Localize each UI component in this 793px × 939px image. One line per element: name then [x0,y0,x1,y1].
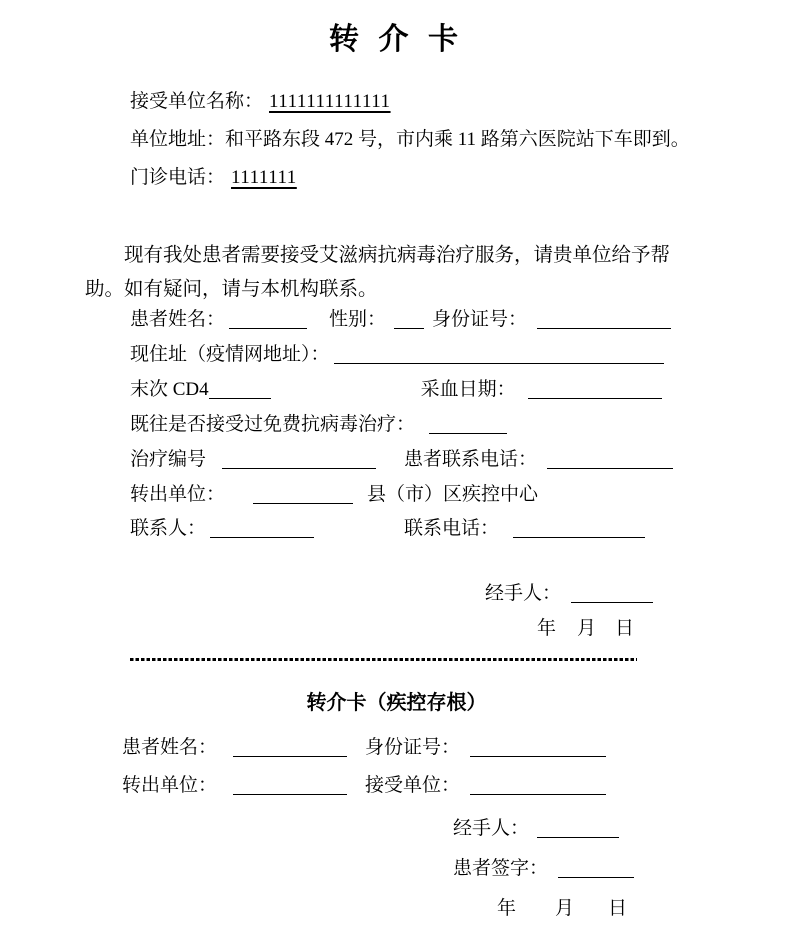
last-cd4-label: 末次 CD4 [130,379,209,400]
stub-month-label: 月 [555,898,575,919]
stub-patient-signature-blank[interactable] [558,863,634,878]
year-label: 年 [537,618,557,639]
contact-person-blank[interactable] [210,523,314,538]
prior-arv-row [130,413,507,437]
current-address-label: 现住址（疫情网地址）： [130,344,330,365]
current-address-row [130,343,664,367]
id-number-label: 身份证号： [432,309,528,330]
contact-person-label: 联系人： [130,518,207,539]
clinic-phone-label: 门诊电话： [130,167,226,188]
stub-year-label: 年 [497,898,517,919]
contact-row [130,517,645,541]
stub-handler-row [453,817,619,841]
stub-patient-signature-label: 患者签字： [453,858,549,879]
handler-blank[interactable] [571,588,653,603]
contact-phone-blank[interactable] [513,523,645,538]
treatment-number-row [130,448,673,472]
transfer-out-unit-blank[interactable] [253,489,353,504]
blood-draw-date-blank[interactable] [528,384,662,399]
clinic-phone-row [130,166,297,190]
receiving-unit-row [130,90,391,114]
stub-title: 转介卡（疾控存根） [306,692,487,714]
contact-phone-label: 联系电话： [404,518,500,539]
patient-name-row [130,308,671,332]
stub-receiving-unit-label: 接受单位： [365,775,461,796]
month-label: 月 [577,618,597,639]
stub-handler-blank[interactable] [537,823,619,838]
patient-name-blank[interactable] [229,314,307,329]
stub-day-label: 日 [608,898,628,919]
stub-receiving-unit-blank[interactable] [470,780,606,795]
handler-row [485,582,653,606]
cd4-row [130,378,662,402]
stub-patient-name-blank[interactable] [233,742,347,757]
patient-phone-label: 患者联系电话： [404,449,538,470]
transfer-out-unit-suffix: 县（市）区疾控中心 [367,484,539,505]
intro-paragraph: 现有我处患者需要接受艾滋病抗病毒治疗服务，请贵单位给予帮助。如有疑问，请与本机构联系。 [85,244,671,300]
stub-patient-name-row [122,736,606,760]
transfer-out-unit-row [130,483,538,507]
patient-name-label: 患者姓名： [130,309,226,330]
handler-label: 经手人： [485,583,562,604]
stub-handler-label: 经手人： [453,818,530,839]
stub-transfer-out-unit-blank[interactable] [233,780,347,795]
unit-address-row [130,128,690,152]
blood-draw-date-label: 采血日期： [420,379,516,400]
prior-free-arv-blank[interactable] [429,419,507,434]
date-row [537,617,634,641]
dashed-divider [130,658,637,661]
stub-id-number-blank[interactable] [470,742,606,757]
current-address-blank[interactable] [334,349,664,364]
transfer-out-unit-label: 转出单位： [130,484,226,505]
stub-signature-row [453,857,634,881]
treatment-number-blank[interactable] [222,454,376,469]
last-cd4-blank[interactable] [209,384,271,399]
gender-blank[interactable] [394,314,424,329]
document-title: 转 介 卡 [329,23,464,56]
gender-label: 性别： [329,309,387,330]
patient-phone-blank[interactable] [547,454,673,469]
clinic-phone-value[interactable]: 1111111 [231,167,297,188]
prior-free-arv-label: 既往是否接受过免费抗病毒治疗： [130,414,416,435]
day-label: 日 [615,618,635,639]
stub-patient-name-label: 患者姓名： [122,737,218,758]
stub-id-number-label: 身份证号： [365,737,461,758]
stub-date-row [497,897,627,921]
treatment-number-label: 治疗编号 [130,449,207,470]
stub-transfer-unit-row [122,774,606,798]
unit-address-label: 单位地址： [130,129,226,150]
id-number-blank[interactable] [537,314,671,329]
receiving-unit-label: 接受单位名称： [130,91,264,112]
unit-address-value: 和平路东段 472 号，市内乘 11 路第六医院站下车即到。 [225,129,690,150]
stub-transfer-out-unit-label: 转出单位： [122,775,218,796]
receiving-unit-value[interactable]: 1111111111111 [269,91,391,112]
